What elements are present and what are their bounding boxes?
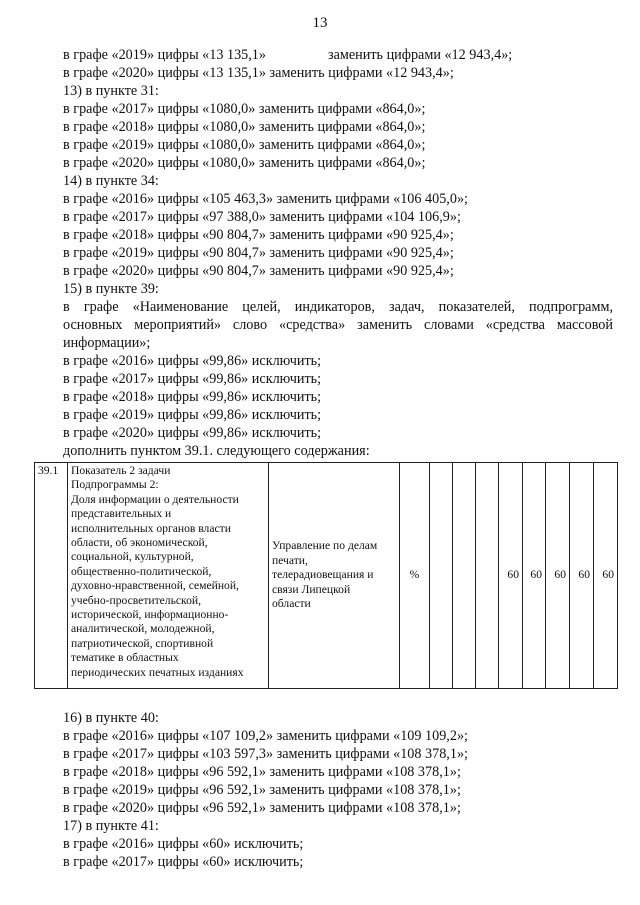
text-line: в графе «2020» цифры «1080,0» заменить цифрами «864,0»; [63, 155, 426, 171]
text-line: 15) в пункте 39: [63, 281, 159, 297]
cell-line: телерадиовещания и [272, 568, 374, 582]
amendments-block-2 [63, 709, 613, 871]
cell-line: Управление по делам [272, 539, 378, 553]
text-line: в графе «2016» цифры «99,86» исключить; [63, 353, 322, 369]
text-line: 13) в пункте 31: [63, 83, 159, 99]
text-line: информации»; [63, 335, 151, 351]
text-line: в графе «2019» цифры «96 592,1» заменить цифрами «108 378,1»; [63, 782, 461, 798]
text-line: в графе «2020» цифры «99,86» исключить; [63, 425, 322, 441]
text-line: в графе «2017» цифры «60» исключить; [63, 854, 304, 870]
text-line: в графе «2019» цифры «1080,0» заменить цифрами «864,0»; [63, 137, 426, 153]
text-line [63, 46, 613, 64]
cell-line: учебно-просветительской, [71, 593, 201, 607]
indicator-table [34, 462, 618, 689]
indicator-name-cell [68, 463, 269, 689]
text-line: дополнить пунктом 39.1. следующего содержания: [63, 443, 370, 459]
text-line: в графе «2017» цифры «99,86» исключить; [63, 371, 322, 387]
cell-line: Подпрограммы 2: [71, 478, 159, 492]
text-line: в графе «2016» цифры «105 463,3» заменить цифрами «106 405,0»; [63, 191, 468, 207]
value-cell: 60 [546, 463, 570, 689]
cell-line: связи Липецкой [272, 582, 351, 596]
cell-line: представительных и [71, 507, 172, 521]
value-cell: 60 [523, 463, 546, 689]
value-cell [476, 463, 499, 689]
cell-line: духовно-нравственной, семейной, [71, 579, 239, 593]
cell-line: общественно-политической, [71, 564, 212, 578]
cell-line: печати, [272, 553, 308, 567]
cell-line: исторической, информационно- [71, 608, 229, 622]
text-line: в графе «Наименование целей, индикаторов, задач, показателей, подпрограмм, [63, 299, 613, 315]
cell-line: области, об экономической, [71, 536, 208, 550]
text-line: 17) в пункте 41: [63, 818, 159, 834]
value-cell: 60 [499, 463, 523, 689]
cell-line: патриотической, спортивной [71, 636, 214, 650]
text-line: 14) в пункте 34: [63, 173, 159, 189]
cell-line: социальной, культурной, [71, 550, 194, 564]
text-line: в графе «2017» цифры «103 597,3» заменить цифрами «108 378,1»; [63, 746, 468, 762]
text-fragment: заменить цифрами «12 943,4»; [328, 47, 513, 63]
table-row [35, 463, 618, 689]
cell-line: тематике в областных [71, 651, 179, 665]
row-number-cell: 39.1 [35, 463, 68, 689]
text-line: в графе «2016» цифры «60» исключить; [63, 836, 304, 852]
text-line: в графе «2018» цифры «90 804,7» заменить цифрами «90 925,4»; [63, 227, 454, 243]
text-line: в графе «2020» цифры «13 135,1» заменить цифрами «12 943,4»; [63, 65, 454, 81]
text-line: в графе «2018» цифры «96 592,1» заменить цифрами «108 378,1»; [63, 764, 461, 780]
cell-line: Показатель 2 задачи [71, 464, 171, 477]
page-number: 13 [312, 15, 328, 31]
text-line: в графе «2017» цифры «1080,0» заменить цифрами «864,0»; [63, 101, 426, 117]
cell-line: исполнительных органов власти [71, 521, 231, 535]
unit-cell: % [400, 463, 430, 689]
text-fragment: в графе «2019» цифры «13 135,1» [63, 47, 266, 63]
value-cell: 60 [570, 463, 594, 689]
amendments-block-1 [63, 46, 613, 460]
text-line: в графе «2020» цифры «96 592,1» заменить цифрами «108 378,1»; [63, 800, 461, 816]
text-line: 16) в пункте 40: [63, 710, 159, 726]
text-line: основных мероприятий» слово «средства» заменить словами «средства массовой [63, 317, 613, 333]
text-line: в графе «2019» цифры «99,86» исключить; [63, 407, 322, 423]
text-line: в графе «2016» цифры «107 109,2» заменить цифрами «109 109,2»; [63, 728, 468, 744]
text-line: в графе «2019» цифры «90 804,7» заменить цифрами «90 925,4»; [63, 245, 454, 261]
cell-line: Доля информации о деятельности [71, 492, 239, 506]
cell-line: периодических печатных изданиях [71, 665, 244, 679]
responsible-body-cell [269, 463, 400, 689]
text-line: в графе «2018» цифры «99,86» исключить; [63, 389, 322, 405]
value-cell [430, 463, 453, 689]
cell-line: области [272, 597, 311, 611]
text-line: в графе «2018» цифры «1080,0» заменить цифрами «864,0»; [63, 119, 426, 135]
text-line: в графе «2020» цифры «90 804,7» заменить цифрами «90 925,4»; [63, 263, 454, 279]
text-line: в графе «2017» цифры «97 388,0» заменить цифрами «104 106,9»; [63, 209, 461, 225]
cell-line: аналитической, молодежной, [71, 622, 215, 636]
value-cell [453, 463, 476, 689]
value-cell: 60 [594, 463, 618, 689]
